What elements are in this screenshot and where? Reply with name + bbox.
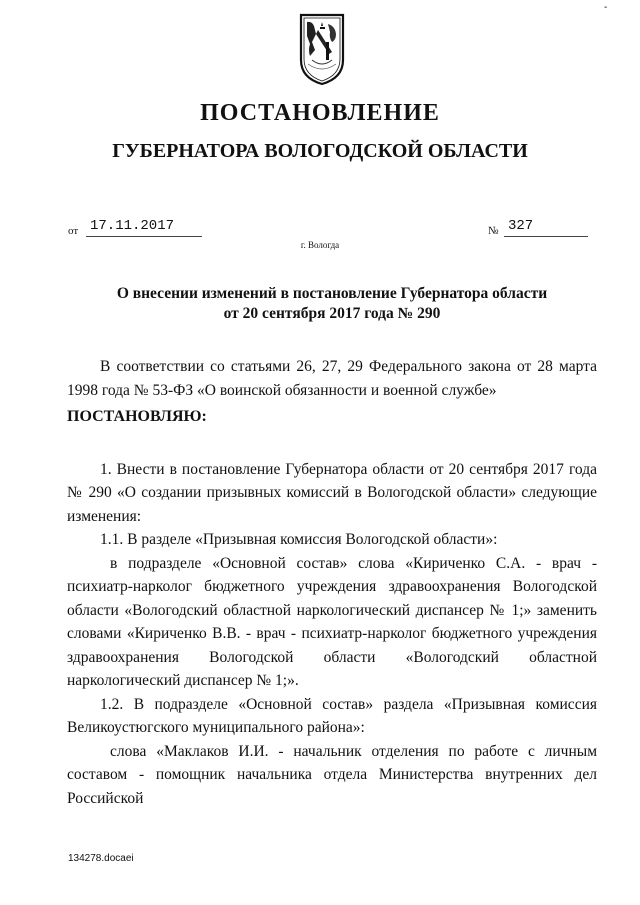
document-title: ПОСТАНОВЛЕНИЕ — [200, 100, 440, 126]
date-underline — [86, 236, 202, 237]
date-label: от — [68, 225, 79, 237]
document-subject — [60, 284, 604, 324]
city-label: г. Вологда — [300, 240, 340, 250]
document-subtitle: ГУБЕРНАТОРА ВОЛОГОДСКОЙ ОБЛАСТИ — [112, 140, 528, 162]
footer-filename: 134278.docaei — [68, 853, 134, 864]
number-value: 327 — [508, 218, 534, 234]
paragraph-1: 1. Внести в постановление Губернатора области от 20 сентября 2017 года № 290 «О создании призывных комиссий в Вологодской области» следующие изменения: — [67, 460, 597, 525]
preamble-paragraph: В соответствии со статьями 26, 27, 29 Федерального закона от 28 марта 1998 года № 53-ФЗ «О воинской обязанности и военной службе» — [67, 358, 597, 399]
subject-line-2: от 20 сентября 2017 года № 290 — [223, 305, 441, 322]
paragraph-1-1-text: в подразделе «Основной состав» слова «Кириченко С.А. - врач - психиатр-нарколог бюджетного учреждения здравоохранения Вологодской области «Вологодский областной наркологический диспансер № 1;» заменить словами «Кириченко В.В. - врач - психиатр-нарколог бюджетного учреждения здравоохранения Вологодской области «Вологодский областной наркологический диспансер № 1;». — [67, 554, 597, 689]
decree-heading: ПОСТАНОВЛЯЮ: — [67, 408, 207, 425]
date-value: 17.11.2017 — [90, 218, 175, 234]
paragraph-1-2-text: слова «Маклаков И.И. - начальник отделения по работе с личным составом - помощник начальника отдела Министерства внутренних дел Российской — [67, 742, 597, 807]
coat-of-arms-icon — [298, 12, 346, 86]
paragraph-1-1: 1.1. В разделе «Призывная комиссия Вологодской области»: — [100, 531, 498, 548]
number-underline — [504, 236, 588, 237]
paragraph-1-2: 1.2. В подразделе «Основной состав» раздела «Призывная комиссия Великоустюгского муниципального района»: — [67, 695, 597, 736]
coat-of-arms-emblem — [298, 12, 346, 86]
number-label: № — [488, 225, 499, 237]
document-body — [67, 355, 597, 810]
subject-line-1: О внесении изменений в постановление Губернатора области — [116, 285, 548, 302]
corner-mark: - — [604, 2, 608, 13]
